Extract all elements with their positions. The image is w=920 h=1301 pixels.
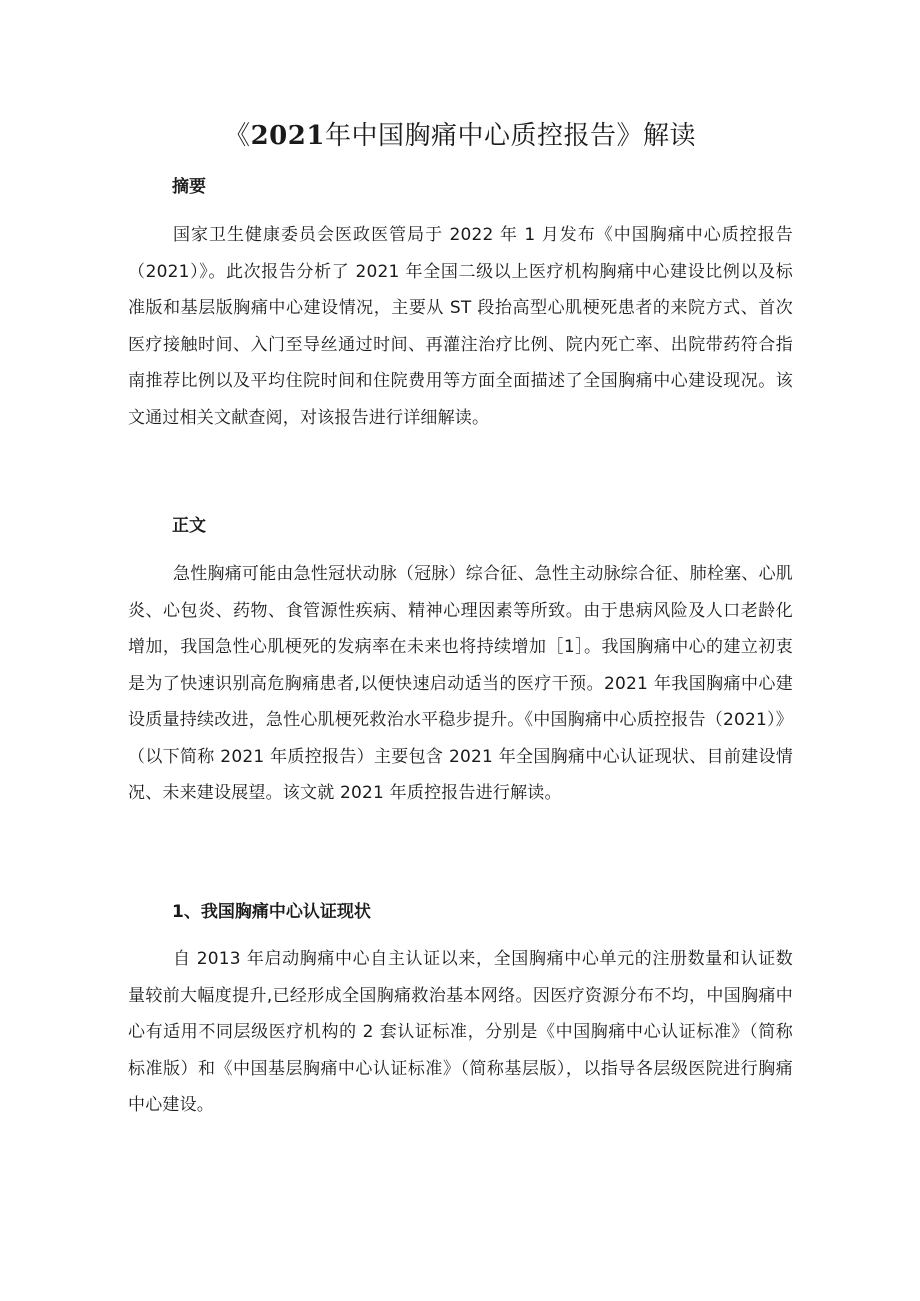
title-rest: 年中国胸痛中心质控报告》解读	[324, 121, 696, 151]
section1-heading: 1、我国胸痛中心认证现状	[172, 902, 371, 922]
body-heading: 正文	[172, 516, 206, 536]
title-open-quote: 《	[224, 121, 251, 151]
abstract-paragraph: 国家卫生健康委员会医政医管局于 2022 年 1 月发布《中国胸痛中心质控报告（2021）》。此次报告分析了 2021 年全国二级以上医疗机构胸痛中心建设比例以及标准版和基层版胸痛中心建设情况，主要从 ST 段抬高型心肌梗死患者的来院方式、首次医疗接触时间、入门至导丝通过时间、再灌注治疗比例、院内死亡率、出院带药符合指南推荐比例以及平均住院时间和住院费用等方面全面描述了全国胸痛中心建设现况。该文通过相关文献查阅，对该报告进行详细解读。	[128, 225, 793, 428]
document-title	[0, 116, 920, 156]
section1-paragraph: 自 2013 年启动胸痛中心自主认证以来，全国胸痛中心单元的注册数量和认证数量较前大幅度提升,已经形成全国胸痛救治基本网络。因医疗资源分布不均，中国胸痛中心有适用不同层级医疗机构的 2 套认证标准，分别是《中国胸痛中心认证标准》（简称标准版）和《中国基层胸痛中心认证标准》（简称基层版），以指导各层级医院进行胸痛中心建设。	[128, 949, 793, 1115]
abstract-heading: 摘要	[172, 177, 206, 197]
body-paragraph: 急性胸痛可能由急性冠状动脉（冠脉）综合征、急性主动脉综合征、肺栓塞、心肌炎、心包炎、药物、食管源性疾病、精神心理因素等所致。由于患病风险及人口老龄化增加，我国急性心肌梗死的发病率在未来也将持续增加［1］。我国胸痛中心的建立初衷是为了快速识别高危胸痛患者,以便快速启动适当的医疗干预。2021 年我国胸痛中心建设质量持续改进，急性心肌梗死救治水平稳步提升。《中国胸痛中心质控报告（2021）》（以下简称 2021 年质控报告）主要包含 2021 年全国胸痛中心认证现状、目前建设情况、未来建设展望。该文就 2021 年质控报告进行解读。	[128, 564, 793, 803]
title-year: 2021	[250, 121, 325, 151]
